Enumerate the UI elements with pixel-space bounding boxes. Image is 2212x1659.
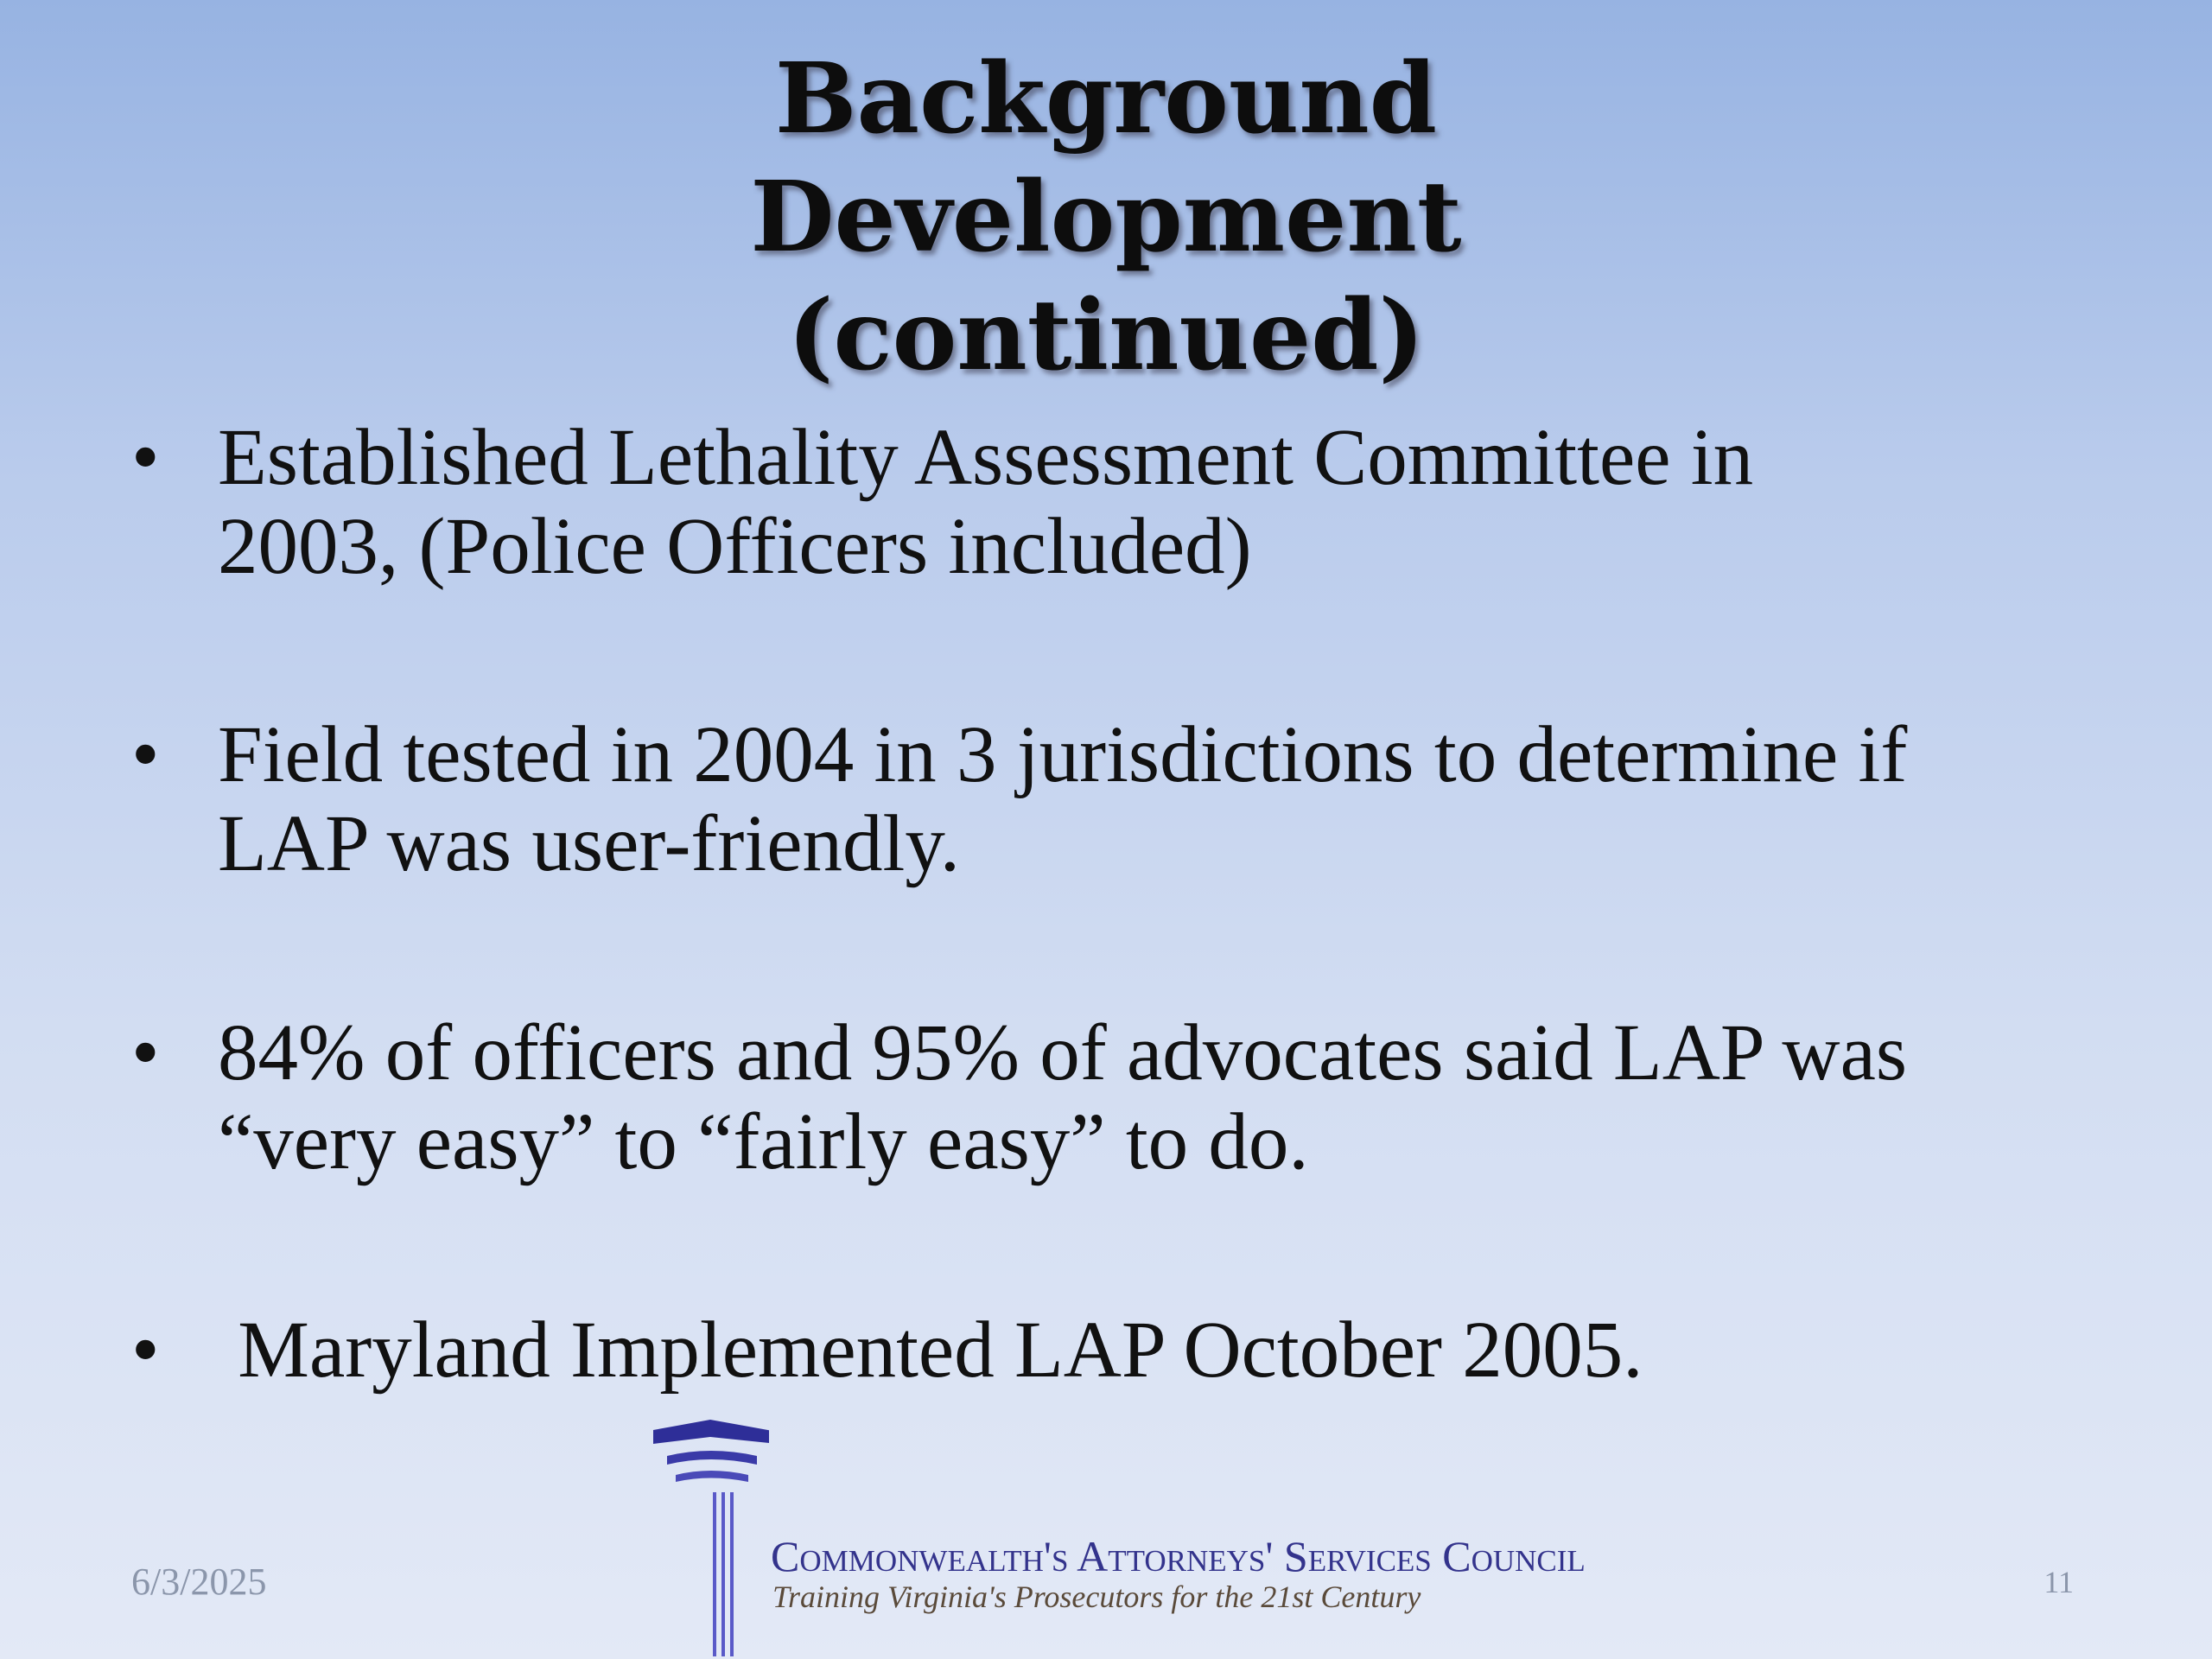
bullet-line: 2003, (Police Officers included) <box>218 502 1252 591</box>
bullet-dot: • <box>131 413 160 502</box>
bullet-text <box>218 1008 2119 1186</box>
bullet-line: “very easy” to “fairly easy” to do. <box>218 1097 1309 1186</box>
footer-date: 6/3/2025 <box>131 1560 267 1603</box>
bullet-dot: • <box>131 710 160 799</box>
bullet-dot: • <box>131 1008 160 1097</box>
title-line: (continued) <box>787 279 1425 392</box>
slide-title <box>0 40 2212 395</box>
casc-logo <box>648 1413 1586 1659</box>
bullet-line: 84% of officers and 95% of advocates said LAP was <box>218 1008 1908 1097</box>
slide-number: 11 <box>2044 1565 2074 1599</box>
bullet-line: Established Lethality Assessment Committee in <box>218 413 1754 502</box>
column-icon <box>648 1413 769 1659</box>
title-line: Background <box>774 42 1438 156</box>
bullet-text <box>218 710 2119 888</box>
bullet-line: LAP was user-friendly. <box>218 799 961 888</box>
logo-tagline: Training Virginia's Prosecutors for the 21st Century <box>772 1580 1421 1614</box>
bullet-text <box>218 413 2119 591</box>
bullet-dot: • <box>131 1306 160 1395</box>
title-line: Development <box>750 161 1462 274</box>
bullet-text <box>218 1306 2119 1395</box>
bullet-line: Field tested in 2004 in 3 jurisdictions to determine if <box>218 710 1908 799</box>
logo-name: Commonwealth's Attorneys' Services Council <box>771 1532 1586 1580</box>
bullet-line: Maryland Implemented LAP October 2005. <box>218 1306 1643 1395</box>
